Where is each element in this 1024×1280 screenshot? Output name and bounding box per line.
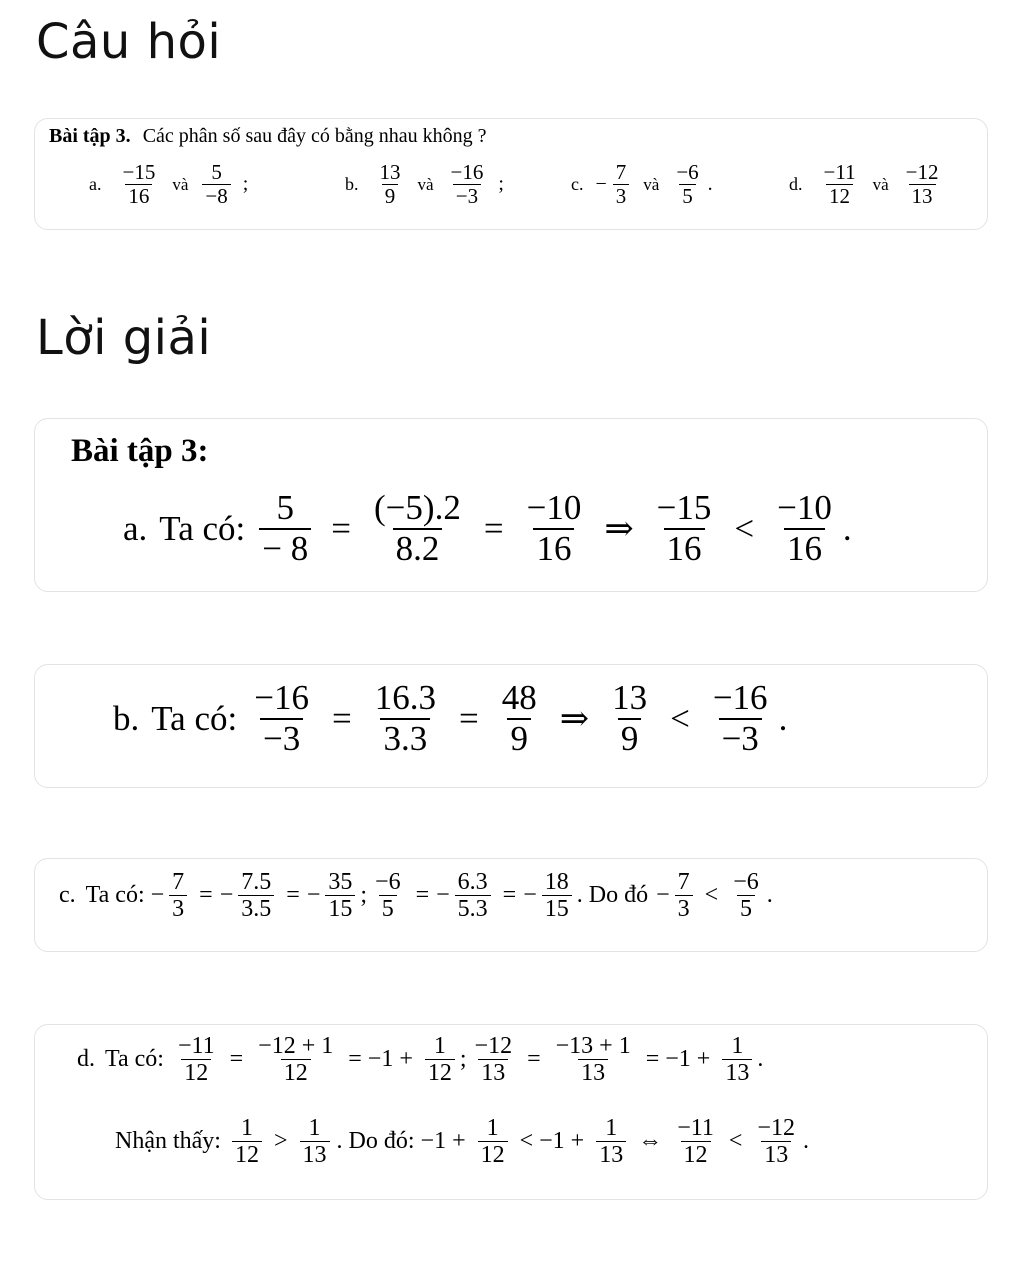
item-label: d. [789, 174, 803, 195]
implies-arrow: ⇒ [559, 698, 590, 738]
fraction [673, 161, 701, 208]
item-label: a. [123, 508, 148, 548]
solution-line-c [59, 869, 773, 923]
item-label: b. [113, 698, 140, 738]
question-title-row [49, 125, 487, 148]
conjunction: và [417, 174, 434, 194]
equals-sign: = [527, 1046, 541, 1073]
numerator: −12 [757, 1115, 795, 1141]
minus-sign: − [219, 882, 234, 909]
equals-sign: = [502, 882, 517, 909]
numerator: 48 [501, 678, 537, 717]
denominator: 12 [281, 1059, 311, 1086]
numerator: 7.5 [241, 869, 272, 895]
numerator: −6 [733, 869, 759, 895]
numerator: 7 [172, 869, 185, 895]
item-label: b. [345, 174, 359, 195]
fraction [774, 489, 835, 568]
numerator: 13 [379, 160, 401, 184]
denominator: 12 [478, 1141, 508, 1168]
conjunction: và [643, 174, 660, 194]
denominator: 8.2 [393, 528, 443, 569]
fraction [722, 1033, 752, 1087]
solution-card-c [34, 858, 988, 952]
numerator: −16 [254, 678, 309, 717]
numerator: 5 [211, 160, 222, 184]
less-than-sign: < [728, 1128, 743, 1155]
denominator: 13 [596, 1141, 626, 1168]
fraction [609, 679, 650, 758]
conjunction: và [872, 174, 889, 194]
minus-sign: − [595, 173, 607, 196]
fraction [175, 1033, 218, 1087]
equals-expression: = −1 + [348, 1046, 413, 1073]
note-text: Nhận thấy: [115, 1128, 221, 1155]
semicolon: ; [459, 1046, 467, 1073]
fraction [202, 161, 230, 208]
numerator: 1 [433, 1033, 446, 1059]
conjunction: và [172, 174, 189, 194]
equals-expression: = −1 + [645, 1046, 711, 1073]
denominator: 13 [578, 1059, 608, 1086]
less-than-expression: < −1 + [519, 1128, 585, 1155]
numerator: 18 [544, 869, 569, 895]
minus-sign: − [150, 882, 165, 909]
solution-card-b [34, 664, 988, 788]
fraction [377, 161, 404, 208]
fraction [238, 869, 274, 923]
lead-text: Ta có: [85, 882, 145, 909]
denominator: 3.5 [238, 895, 274, 922]
denominator: 12 [232, 1141, 262, 1168]
numerator: −10 [526, 488, 582, 527]
denominator: 13 [722, 1059, 752, 1086]
period: . [766, 882, 773, 909]
denominator: 3.3 [380, 718, 430, 759]
numerator: 16.3 [374, 678, 436, 717]
numerator: −12 [905, 160, 939, 184]
denominator: 15 [325, 895, 355, 922]
denominator: 3 [613, 184, 630, 208]
equals-sign: = [483, 508, 504, 548]
iff-arrow: ⇔ [638, 1128, 663, 1155]
numerator: 1 [240, 1115, 253, 1141]
equals-sign: = [331, 508, 352, 548]
numerator: −13 + 1 [555, 1033, 631, 1059]
fraction [654, 489, 715, 568]
fraction [372, 679, 439, 758]
numerator: 1 [605, 1115, 618, 1141]
fraction [542, 869, 572, 923]
denominator: 13 [478, 1059, 508, 1086]
numerator: −6 [676, 160, 699, 184]
equals-sign: = [199, 882, 213, 909]
question-item-b [345, 161, 504, 208]
conclusion-text: . Do đó: −1 + [336, 1128, 466, 1155]
denominator: 5.3 [455, 895, 491, 922]
separator: ; [242, 173, 249, 196]
denominator: 5 [737, 895, 755, 922]
solution-card-a [34, 418, 988, 592]
solution-line-d1 [77, 1033, 763, 1087]
fraction [553, 1033, 634, 1087]
item-label: c. [571, 174, 584, 195]
less-than-sign: < [734, 508, 755, 548]
fraction [255, 1033, 336, 1087]
denominator: − 8 [259, 528, 311, 569]
fraction [232, 1115, 262, 1169]
numerator: 6.3 [457, 869, 488, 895]
item-label: d. [77, 1046, 95, 1073]
fraction [259, 489, 311, 568]
question-item-d [789, 161, 947, 208]
lead-text: Ta có: [159, 508, 246, 548]
denominator: 12 [425, 1059, 455, 1086]
solution-line-d2 [115, 1115, 809, 1169]
fraction [675, 869, 693, 923]
period: . [842, 508, 852, 548]
numerator: −11 [677, 1115, 714, 1141]
fraction [300, 1115, 330, 1169]
denominator: 3 [169, 895, 187, 922]
equals-sign: = [415, 882, 430, 909]
denominator: 16 [784, 528, 825, 569]
period: . [802, 1128, 809, 1155]
fraction [120, 161, 159, 208]
minus-sign: − [523, 882, 537, 909]
numerator: (−5).2 [374, 488, 461, 527]
denominator: 12 [826, 184, 853, 208]
lead-text: Ta có: [151, 698, 238, 738]
question-title: Bài tập 3. [49, 125, 131, 147]
solution-title: Bài tập 3: [71, 433, 209, 469]
period: . [707, 173, 713, 196]
numerator: 7 [677, 869, 690, 895]
denominator: 5 [679, 184, 696, 208]
fraction [754, 1115, 798, 1169]
denominator: 9 [382, 184, 399, 208]
lead-text: Ta có: [105, 1046, 164, 1073]
fraction [524, 489, 585, 568]
semicolon: ; [360, 882, 368, 909]
fraction [674, 1115, 717, 1169]
fraction [448, 161, 487, 208]
fraction [169, 869, 187, 923]
equals-sign: = [458, 698, 479, 738]
numerator: −12 + 1 [258, 1033, 334, 1059]
fraction [425, 1033, 455, 1087]
denominator: 9 [618, 718, 642, 759]
fraction [472, 1033, 516, 1087]
denominator: −8 [202, 184, 230, 208]
question-card [34, 118, 988, 230]
minus-sign: − [656, 882, 670, 909]
denominator: 13 [909, 184, 936, 208]
period: . [757, 1046, 764, 1073]
numerator: −15 [122, 160, 156, 184]
period: . [778, 698, 788, 738]
numerator: −11 [823, 160, 856, 184]
denominator: 5 [379, 895, 397, 922]
fraction [371, 489, 464, 568]
item-label: c. [59, 882, 76, 909]
numerator: −12 [474, 1033, 513, 1059]
denominator: 12 [681, 1141, 711, 1168]
minus-sign: − [436, 882, 450, 909]
fraction [251, 679, 312, 758]
fraction [596, 1115, 626, 1169]
denominator: 12 [181, 1059, 211, 1086]
numerator: 1 [308, 1115, 321, 1141]
fraction [499, 679, 540, 758]
solution-heading: Lời giải [36, 310, 212, 366]
numerator: 7 [615, 160, 627, 184]
fraction [478, 1115, 508, 1169]
numerator: −16 [450, 160, 484, 184]
fraction [730, 869, 762, 923]
minus-sign: − [306, 882, 321, 909]
numerator: 35 [328, 869, 353, 895]
item-label: a. [89, 174, 102, 195]
question-item-a [89, 161, 248, 208]
denominator: 9 [507, 718, 531, 759]
fraction [821, 161, 859, 208]
less-than-sign: < [670, 698, 690, 738]
numerator: 1 [486, 1115, 499, 1141]
numerator: −16 [712, 678, 768, 717]
numerator: 5 [276, 488, 295, 527]
greater-than-sign: > [273, 1128, 288, 1155]
denominator: 16 [125, 184, 152, 208]
equals-sign: = [229, 1046, 244, 1073]
fraction [710, 679, 771, 758]
fraction [613, 161, 630, 208]
solution-card-d [34, 1024, 988, 1200]
fraction [325, 869, 355, 923]
fraction [903, 161, 942, 208]
denominator: 16 [664, 528, 705, 569]
numerator: 13 [612, 678, 648, 717]
denominator: 16 [533, 528, 574, 569]
numerator: 1 [731, 1033, 744, 1059]
denominator: −3 [719, 718, 762, 759]
denominator: 15 [542, 895, 572, 922]
question-item-c [571, 161, 713, 208]
question-heading: Câu hỏi [36, 14, 222, 70]
numerator: −11 [177, 1033, 215, 1059]
implies-arrow: ⇒ [604, 508, 634, 548]
equals-sign: = [286, 882, 300, 909]
numerator: −10 [777, 488, 832, 527]
fraction [372, 869, 404, 923]
numerator: −15 [656, 488, 712, 527]
denominator: 13 [761, 1141, 791, 1168]
denominator: 13 [300, 1141, 330, 1168]
denominator: −3 [260, 718, 303, 759]
denominator: 3 [675, 895, 693, 922]
less-than-sign: < [704, 882, 719, 909]
fraction [455, 869, 491, 923]
conclusion-text: . Do đó [576, 882, 649, 909]
question-prompt: Các phân số sau đây có bằng nhau không ? [142, 125, 487, 147]
solution-line-a [123, 489, 852, 568]
equals-sign: = [331, 698, 352, 738]
solution-line-b [113, 679, 787, 758]
numerator: −6 [375, 869, 401, 895]
denominator: −3 [453, 184, 481, 208]
separator: ; [498, 173, 504, 196]
